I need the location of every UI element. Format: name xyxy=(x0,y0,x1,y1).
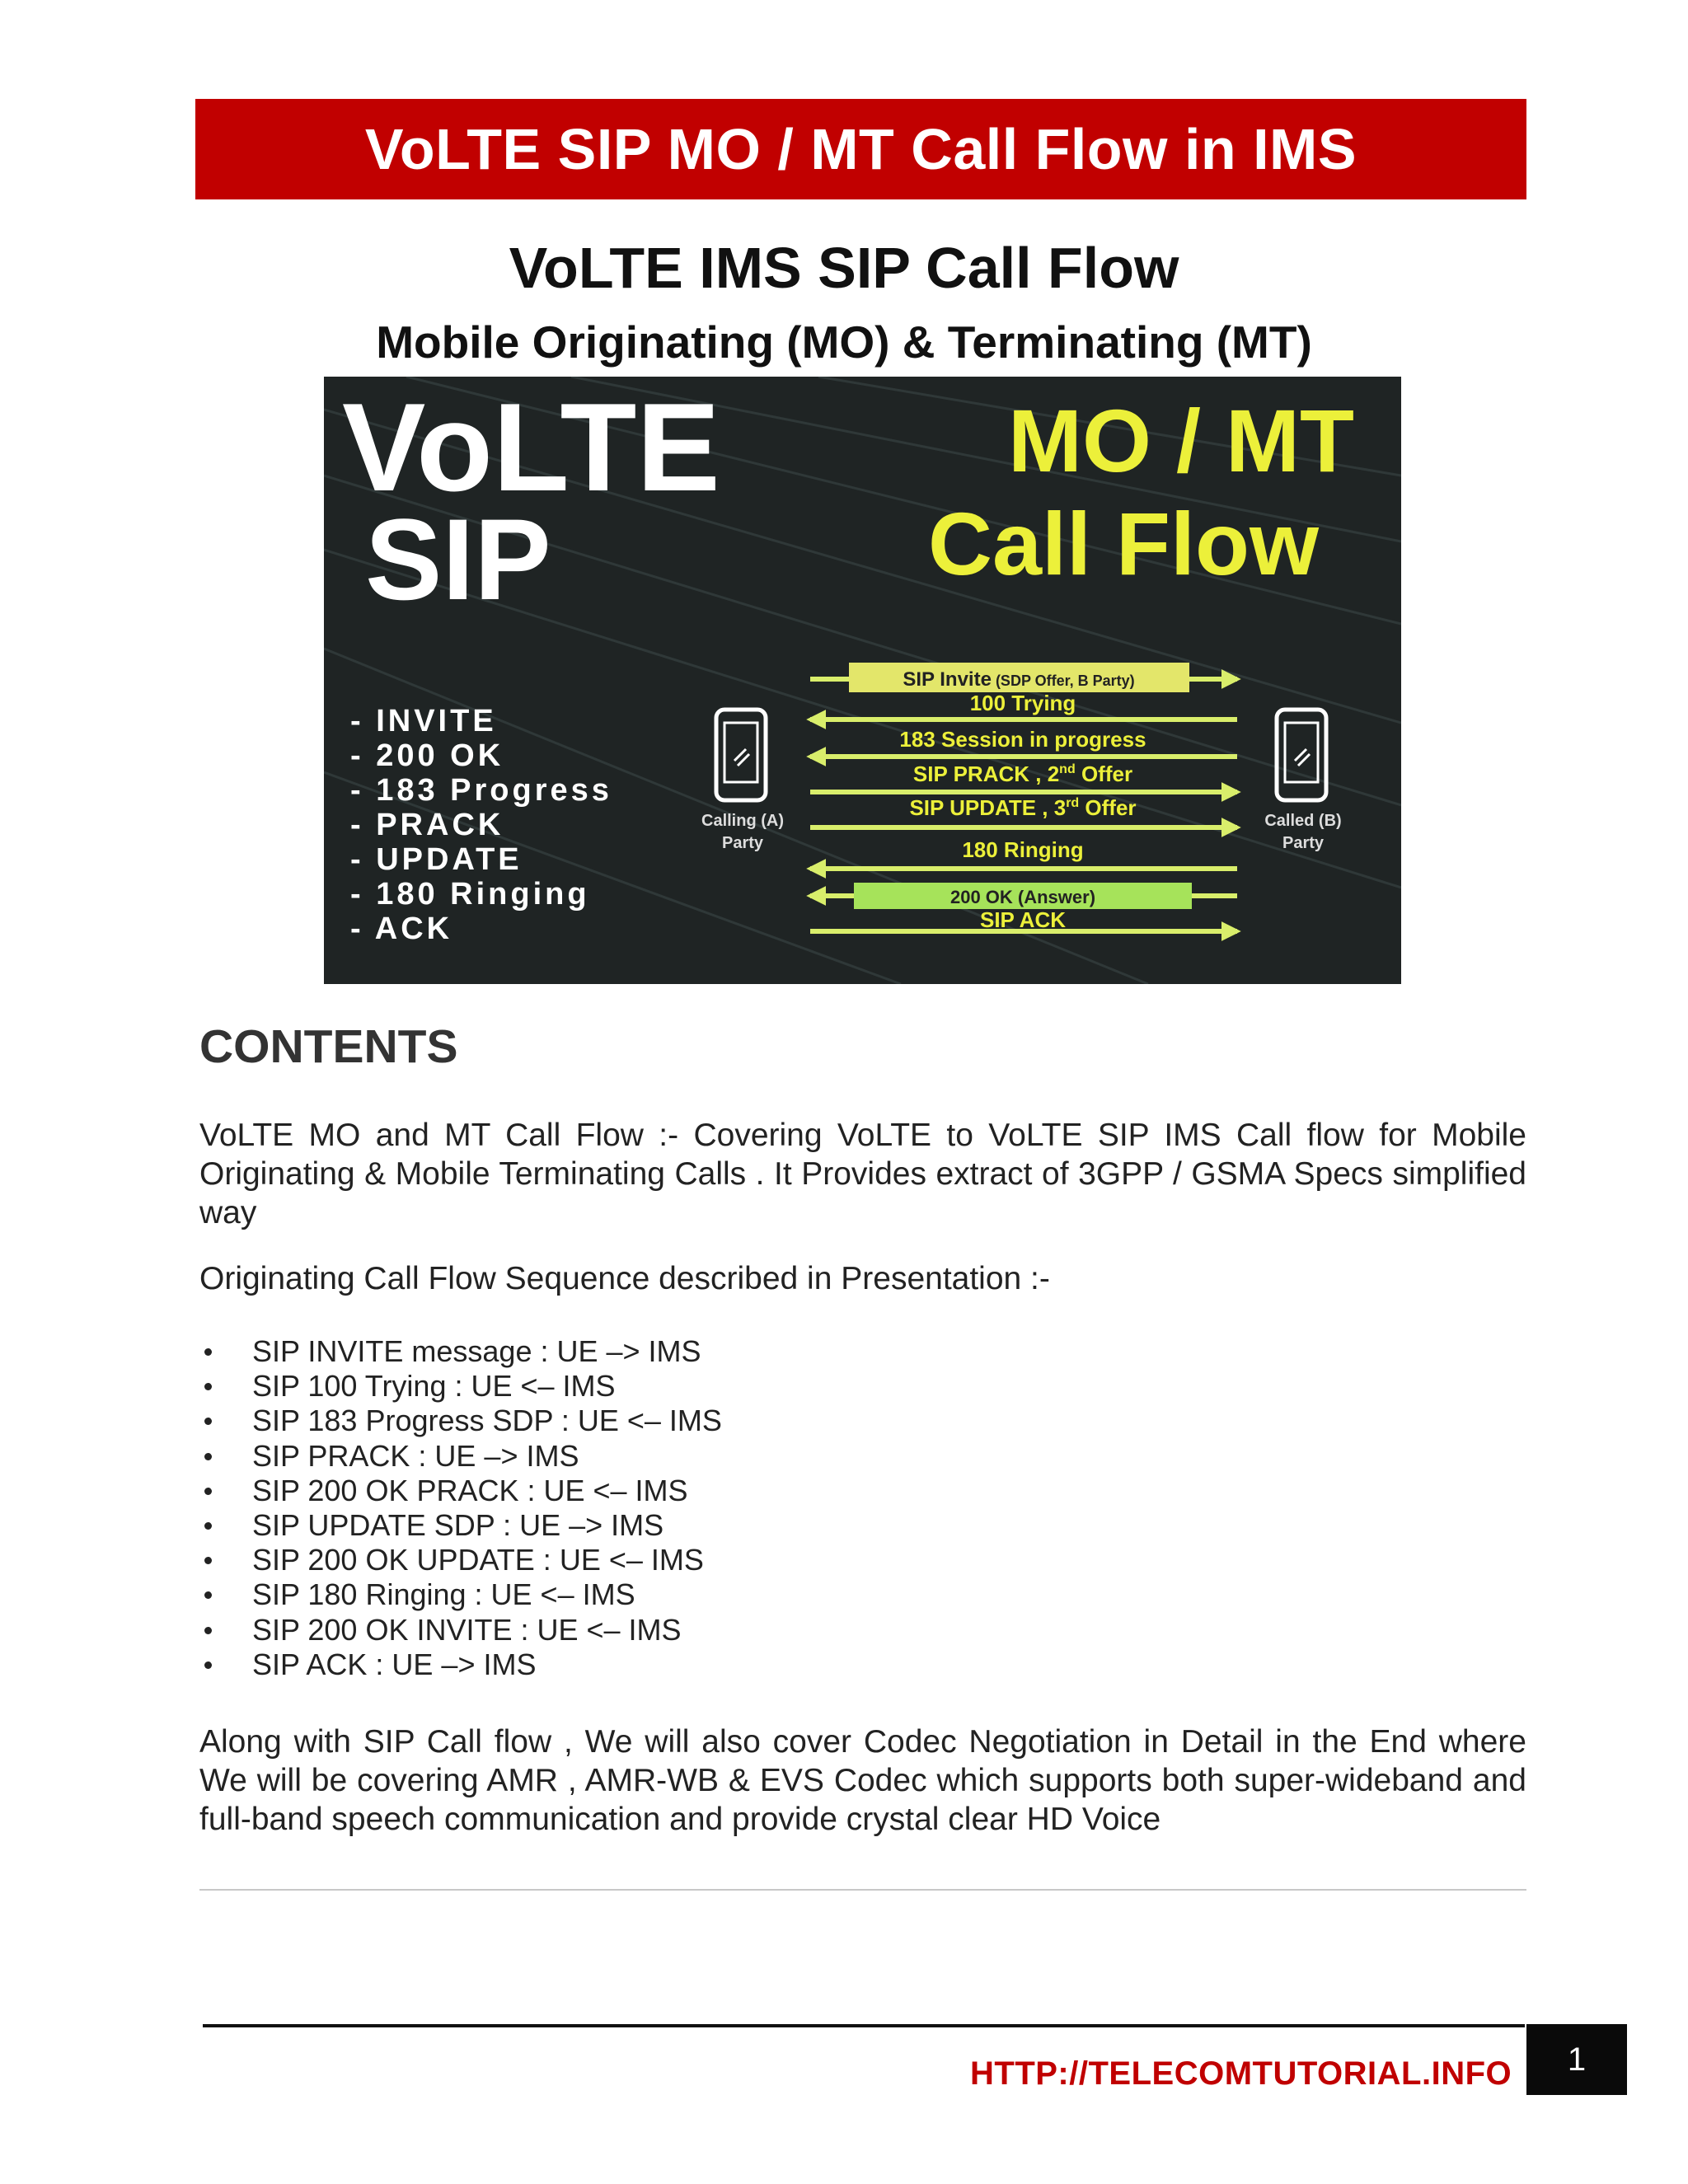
calling-phone-icon xyxy=(716,710,766,800)
called-party-label: Party xyxy=(1282,834,1325,852)
flow-label-invite: SIP Invite (SDP Offer, B Party) xyxy=(903,668,1135,691)
hero-list-item: - UPDATE xyxy=(350,842,523,877)
contents-heading: CONTENTS xyxy=(199,1020,458,1073)
list-item: SIP 200 OK UPDATE : UE <– IMS xyxy=(199,1543,722,1577)
footer-link[interactable]: HTTP://TELECOMTUTORIAL.INFO xyxy=(970,2055,1512,2092)
hero-headline-callflow: Call Flow xyxy=(927,494,1320,593)
flow-label-progress: 183 Session in progress xyxy=(899,727,1146,752)
hero-title-volte: VoLTE xyxy=(342,377,720,518)
list-item: SIP PRACK : UE –> IMS xyxy=(199,1439,722,1474)
section-divider xyxy=(199,1889,1526,1891)
page-title: VoLTE IMS SIP Call Flow xyxy=(509,236,1179,300)
list-item: SIP 183 Progress SDP : UE <– IMS xyxy=(199,1404,722,1438)
page-subtitle: Mobile Originating (MO) & Terminating (MT) xyxy=(376,316,1312,368)
flow-label-trying: 100 Trying xyxy=(969,691,1076,715)
intro-paragraph: VoLTE MO and MT Call Flow :- Covering VoLTE to VoLTE SIP IMS Call flow for Mobile Originating & Mobile Terminating Calls . It Provides extract of 3GPP / GSMA Specs simplified way xyxy=(199,1118,1526,1230)
called-party-label: Called (B) xyxy=(1264,812,1342,830)
list-item: SIP 100 Trying : UE <– IMS xyxy=(199,1369,722,1404)
called-phone-icon xyxy=(1277,710,1326,800)
banner-title: VoLTE SIP MO / MT Call Flow in IMS xyxy=(364,117,1357,181)
footer-divider xyxy=(203,2024,1525,2027)
list-item: SIP ACK : UE –> IMS xyxy=(199,1647,722,1682)
hero-list-item: - 200 OK xyxy=(350,738,504,773)
outro-paragraph: Along with SIP Call flow , We will also cover Codec Negotiation in Detail in the End where We will be covering AMR , AMR-WB & EVS Codec which supports both super-wideband and full-band speech communication and provide crystal clear HD Voice xyxy=(199,1724,1526,1837)
page-number-value: 1 xyxy=(1567,2041,1587,2078)
flow-label-prack: SIP PRACK , 2nd Offer xyxy=(912,762,1133,786)
hero-list-item: - 180 Ringing xyxy=(350,877,590,912)
hero-list-item: - PRACK xyxy=(350,808,504,842)
list-item: SIP 180 Ringing : UE <– IMS xyxy=(199,1577,722,1612)
list-item: SIP INVITE message : UE –> IMS xyxy=(199,1334,722,1369)
sequence-intro: Originating Call Flow Sequence described in Presentation :- xyxy=(199,1261,1050,1296)
hero-graphic xyxy=(324,377,1401,984)
flow-label-ringing: 180 Ringing xyxy=(962,837,1084,862)
page-banner xyxy=(195,99,1526,199)
list-item: SIP UPDATE SDP : UE –> IMS xyxy=(199,1508,722,1543)
hero-headline-momt: MO / MT xyxy=(1008,391,1354,490)
hero-list-item: - INVITE xyxy=(350,704,497,738)
list-item: SIP 200 OK PRACK : UE <– IMS xyxy=(199,1474,722,1508)
calling-party-label: Calling (A) xyxy=(701,812,784,830)
calling-party-label: Party xyxy=(721,834,764,852)
hero-title-sip: SIP xyxy=(365,494,551,624)
hero-image xyxy=(324,377,1401,984)
flow-label-update: SIP UPDATE , 3rd Offer xyxy=(909,795,1137,820)
call-flow-steps xyxy=(199,1334,722,1682)
flow-label-ack: SIP ACK xyxy=(979,907,1067,932)
flow-label-answer: 200 OK (Answer) xyxy=(950,887,1096,907)
hero-list-item: - ACK xyxy=(350,912,453,946)
list-item: SIP 200 OK INVITE : UE <– IMS xyxy=(199,1613,722,1647)
page-number xyxy=(1526,2024,1627,2095)
hero-list-item: - 183 Progress xyxy=(350,773,612,808)
